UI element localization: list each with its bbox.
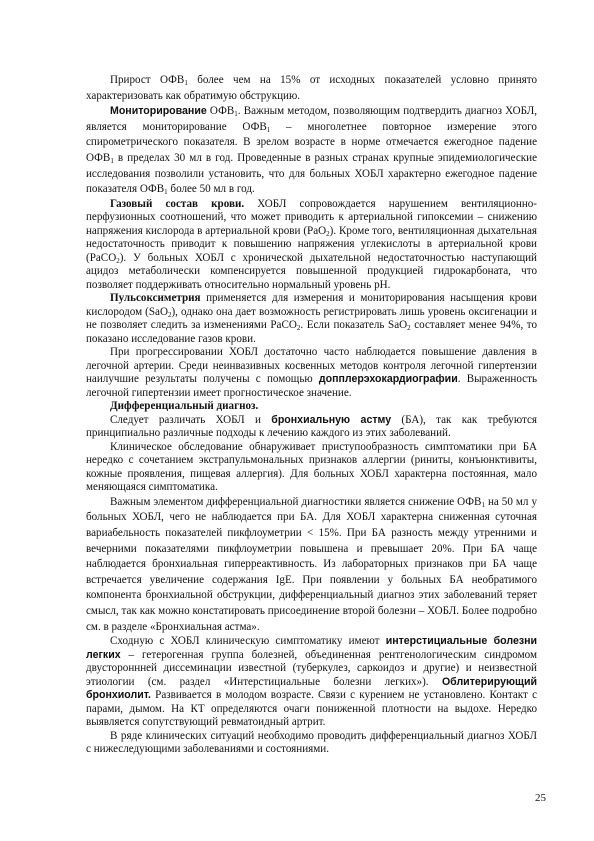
text-segment: ), однако она дает возможность регистрировать лишь уровень оксигенации и не позволяет следить за изменениями PaCO: [86, 305, 537, 332]
text-segment: (БА), так как требуются принципиально различные подходы к лечению каждого из этих заболеваний.: [86, 413, 538, 440]
subscript: 2: [296, 324, 301, 333]
subscript: 2: [326, 229, 330, 238]
paragraph-asthma: [86, 414, 537, 441]
subscript: 1: [481, 500, 485, 509]
term-interstitial-lung-diseases: интерстициальные болезни легких: [86, 635, 538, 661]
subscript: 2: [116, 256, 120, 265]
term-pulse-oximetry: Пульсоксиметрия: [110, 292, 201, 305]
term-bronchial-asthma: бронхиальную астму: [271, 413, 392, 426]
text-segment: Следует различать ХОБЛ и: [110, 413, 272, 426]
text-segment: ОФВ: [206, 105, 235, 118]
paragraph-interstitial-diseases: [86, 635, 537, 730]
subscript: 2: [407, 324, 411, 333]
subscript: 1: [184, 79, 188, 87]
paragraph-pulse-oximetry: [86, 292, 537, 346]
subscript: 1: [234, 110, 238, 119]
text-segment: в пределах 30 мл в год. Проведенные в разных странах крупные эпидемиологические исследования позволили установить, что для больных ХОБЛ характерно ежегодное падение показателя ОФВ: [86, 151, 537, 196]
term-monitoring: Мониторирование: [110, 105, 207, 118]
subscript: 2: [167, 310, 172, 319]
paragraph-clinical-situations: В ряде клинических ситуаций необходимо проводить дифференциальный диагноз ХОБЛ с нижеследующими заболеваниями и состояниями.: [86, 729, 537, 756]
text-segment: . Если показатель SaO: [300, 319, 408, 332]
text-segment: Сходную с ХОБЛ клиническую симптоматику имеют: [110, 635, 386, 648]
paragraph-blood-gas: [86, 198, 537, 293]
text-segment: ). Кроме того, вентиляционная дыхательная недостаточность приводит к повышению напряжения углекислоты в артериальной крови (PaCO: [86, 224, 537, 264]
text-segment: При прогрессировании ХОБЛ достаточно часто наблюдается повышение давления в легочной артерии. Среди неинвазивных косвенных методов контроля легочной гипертензии наилучшие результаты получены с помощью: [86, 346, 537, 386]
text-segment: – гетерогенная группа болезней, объединенная рентгенологическим синдромом двустороннней диссеминации известной (туберкулез, саркоидоз и другие) и неизвестной этиологии (см. раздел «Интерстициальные болезни легких»).: [86, 648, 537, 688]
paragraph-clinical-exam: Клиническое обследование обнаруживает приступообразность симптоматики при БА нередко с сочетанием экстрапульмональных признаков аллергии (риниты, конъюнктивиты, кожные проявления, пищевая аллергия). Для больных ХОБЛ характерна постоянная, мало меняющаяся симптоматика.: [86, 440, 537, 494]
term-blood-gas: Газовый состав крови.: [110, 197, 245, 210]
paragraph-pulmonary-hypertension: [86, 346, 537, 400]
text-segment: . Важным методом, позволяющим подтвердить диагноз ХОБЛ, является мониторирование ОФВ: [86, 105, 537, 133]
term-doppler-echocardiography: допплерэхокардиографии: [318, 373, 458, 386]
paragraph-fev1-monitoring: [86, 104, 537, 198]
text-segment: применяется для измерения и мониторирования насыщения крови кислородом (SaO: [86, 292, 537, 318]
subscript: 1: [110, 156, 114, 165]
text-segment: Прирост ОФВ: [110, 74, 185, 86]
text-segment: более 50 мл в год.: [167, 183, 255, 196]
subscript: 1: [164, 188, 168, 197]
section-heading-differential-diagnosis: [86, 400, 537, 414]
text-segment: на 50 мл у больных ХОБЛ, чего не наблюдается при БА. Для ХОБЛ характерна сниженная суточная вариабельность показателей пикфлоуметрии < 15%. При БА разность между утренними и вечерними показателями пикфлоуметрии повышена и превышает 20%. При БА чаще наблюдается бронхиальная гиперреактивность. Из лабораторных признаков при БА чаще встречается увеличение содержания IgE. При появлении у больных БА необратимого компонента бронхиальной обструкции, дифференциальный диагноз этих заболеваний теряет смысл, так как можно констатировать присоединение второй болезни – ХОБЛ. Более подробно см. в разделе «Бронхиальная астма».: [86, 495, 537, 633]
paragraph-differential-elements: [86, 495, 537, 635]
page-number: 25: [535, 792, 546, 804]
paragraph-fev1-reversibility: [86, 73, 537, 104]
term-obliterative-bronchiolitis: Облитерирующий бронхиолит.: [86, 675, 537, 702]
text-segment: ХОБЛ сопровождается нарушением вентиляционно-перфузионных соотношений, что может приводить к артериальной гипоксемии – снижению напряжения кислорода в артериальной крови (PaO: [86, 197, 537, 237]
text-segment: – многолетнее повторное измерение этого спирометрического показателя. В зрелом возрасте в норме отмечается ежегодное падение ОФВ: [86, 120, 537, 164]
text-segment: . Выраженность легочной гипертензии имеет прогностическое значение.: [86, 373, 538, 399]
text-segment: Важным элементом дифференциальной диагностики является снижение ОФВ: [110, 495, 482, 508]
text-segment: составляет менее 94%, то показано исследование газов крови.: [86, 319, 538, 345]
text-segment: более чем на 15% от исходных показателей условно принято характеризовать как обратимую обструкцию.: [86, 74, 537, 102]
text-segment: Развивается в молодом возрасте. Связи с курением не установлено. Контакт с парами, дымом. На КТ определяются очаги пониженной плотности на выдохе. Нередко выявляется сопутствующий ревматоидный артрит.: [86, 689, 537, 729]
heading-text: Дифференциальный диагноз.: [110, 400, 259, 413]
subscript: 1: [266, 125, 271, 134]
text-segment: ). У больных ХОБЛ с хронической дыхательной недостаточностью наступающий ацидоз метаболически компенсируется повышенной продукцией гидрокарбоната, что позволяет поддерживать относительно нормальный уровень pH.: [86, 251, 537, 291]
